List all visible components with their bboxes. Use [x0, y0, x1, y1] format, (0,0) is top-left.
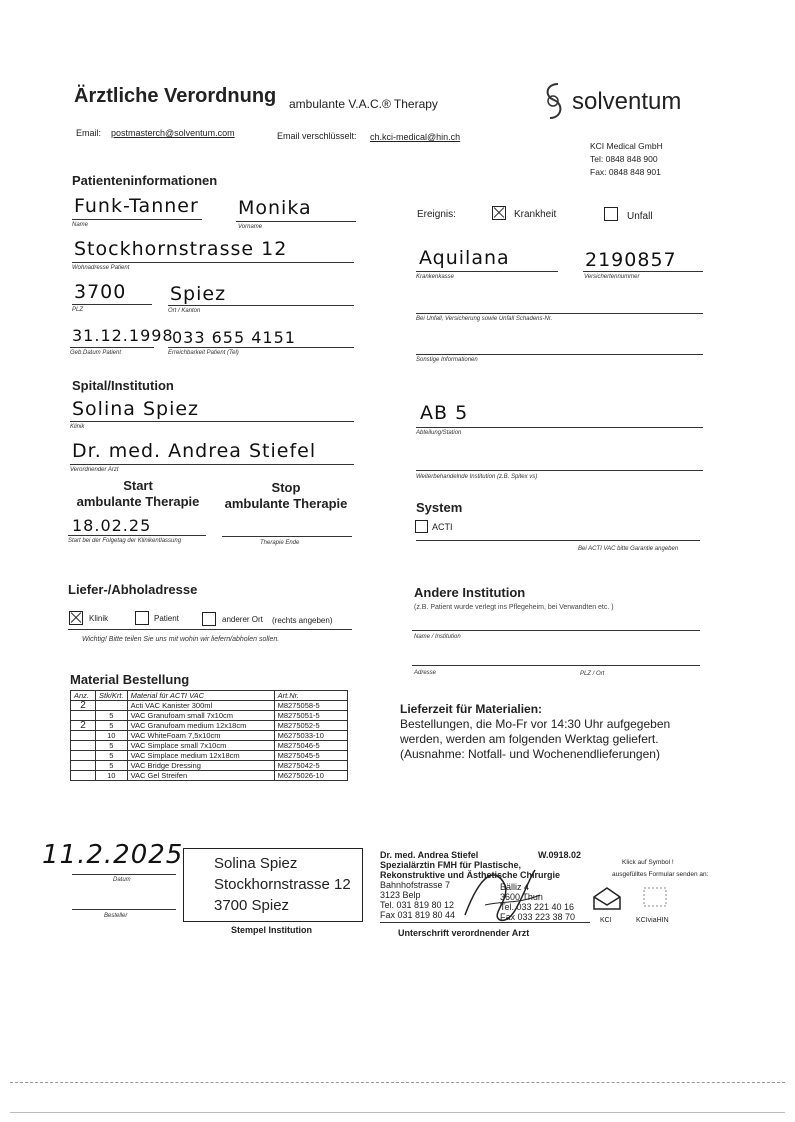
patient-address-value[interactable]: Stockhornstrasse 12 [74, 238, 288, 260]
other-institution-note: (z.B. Patient wurde verlegt ins Pflegeheim, bei Verwandten etc. ) [414, 604, 614, 611]
besteller-label: Besteller [104, 913, 128, 919]
stamp-line-1: Solina Spiez [214, 855, 298, 872]
therapy-start-label: Start bei der Folgetag der Klinikentlassung [68, 538, 182, 544]
material-artnr-cell: M8275045-5 [274, 751, 347, 761]
lieferzeit-text [400, 717, 670, 762]
material-artnr-cell: M8275042-5 [274, 761, 347, 771]
material-qty-cell[interactable] [71, 751, 96, 761]
kci-hin-icon[interactable] [640, 882, 670, 912]
ort-label: Ort / Kanton [168, 308, 201, 314]
doctor-address-2: Bälliz 4 [500, 882, 530, 892]
doctor-name: Dr. med. Andrea Stiefel [380, 850, 479, 860]
material-name-cell: VAC Granufoam medium 12x18cm [127, 721, 274, 731]
stop-heading-text: Stop [271, 480, 301, 495]
krankheit-checkbox[interactable] [492, 206, 506, 220]
signature-label: Unterschrift verordnender Arzt [398, 928, 530, 938]
material-stk-cell: 5 [96, 741, 128, 751]
doctor-address-1: Bahnhofstrasse 7 [380, 880, 451, 890]
other-institution-plz-label: PLZ / Ort [580, 671, 605, 677]
patient-vorname-value[interactable]: Monika [238, 197, 312, 219]
institution-heading: Spital/Institution [72, 378, 174, 393]
form-title: Ärztliche Verordnung [74, 85, 277, 107]
email-link[interactable]: postmasterch@solventum.com [111, 128, 235, 138]
weiterbehandelnde-label: Weiterbehandelnde Institution (z.B. Spitex vs) [416, 474, 538, 480]
unfall-versicherung-label: Bei Unfall, Versicherung sowie Unfall Schadens-Nr. [416, 316, 553, 322]
material-name-cell: Acti VAC Kanister 300ml [127, 701, 274, 711]
versicherten-nr-label: Versichertennummer [584, 274, 640, 280]
klinik-label: Klinik [70, 424, 85, 430]
stop-subheading-text: ambulante Therapie [224, 496, 348, 511]
patient-plz-value[interactable]: 3700 [74, 281, 127, 303]
patient-ort-value[interactable]: Spiez [170, 283, 227, 305]
stop-therapy-heading [220, 480, 352, 512]
sonstige-info-label: Sonstige Informationen [416, 357, 478, 363]
doctor-signature-icon [455, 855, 550, 927]
ereignis-label: Ereignis: [417, 209, 456, 220]
doctor-fax-1: Fax 031 819 80 44 [380, 910, 456, 920]
material-row [71, 771, 348, 781]
vorname-label: Vorname [238, 224, 263, 230]
name-label: Name [72, 222, 89, 228]
order-date-value[interactable]: 11.2.2025 [42, 840, 184, 870]
email-encrypted-label: Email verschlüsselt: [277, 131, 357, 141]
material-row [71, 731, 348, 741]
patient-heading: Patienteninformationen [72, 173, 218, 188]
material-stk-cell: 10 [96, 771, 128, 781]
delivery-klinik-label: Klinik [89, 614, 109, 623]
phone-label: Erreichbarkeit Patient (Tel) [168, 350, 239, 356]
material-stk-cell: 10 [96, 731, 128, 741]
material-qty-cell[interactable]: 2 [71, 721, 96, 731]
arzt-label: Verordnender Arzt [70, 467, 119, 473]
krankheit-label: Krankheit [514, 209, 557, 220]
material-qty-cell[interactable] [71, 711, 96, 721]
company-info [590, 140, 663, 179]
material-row [71, 741, 348, 751]
other-institution-heading: Andere Institution [414, 585, 526, 600]
kci-hin-label: KCIviaHIN [636, 917, 669, 924]
company-fax: Fax: 0848 848 901 [590, 167, 661, 177]
material-qty-cell[interactable] [71, 731, 96, 741]
doctor-city-1: 3123 Belp [380, 890, 421, 900]
material-name-cell: VAC Simplace small 7x10cm [127, 741, 274, 751]
material-row [71, 711, 348, 721]
delivery-other-checkbox[interactable] [202, 612, 216, 626]
delivery-other-note: (rechts angeben) [272, 616, 333, 625]
material-stk-cell: 5 [96, 711, 128, 721]
stamp-line-2: Stockhornstrasse 12 [214, 876, 351, 893]
institution-stamp [183, 848, 363, 922]
material-name-cell: VAC Granufoam small 7x10cm [127, 711, 274, 721]
klinik-value[interactable]: Solina Spiez [72, 398, 200, 420]
material-name-cell: VAC Gel Streifen [127, 771, 274, 781]
patient-dob-value[interactable]: 31.12.1998 [72, 326, 174, 345]
material-row [71, 701, 348, 711]
doctor-tel-2: Tel. 033 221 40 16 [500, 902, 575, 912]
acti-guarantee-note: Bei ACTI VAC bitte Garantie angeben [578, 546, 679, 552]
arzt-value[interactable]: Dr. med. Andrea Stiefel [72, 440, 317, 462]
start-heading-text: Start [123, 478, 153, 493]
dob-label: Geb.Datum Patient [70, 350, 122, 356]
krankenkasse-value[interactable]: Aquilana [419, 247, 510, 269]
lieferzeit-line-1: Bestellungen, die Mo-Fr vor 14:30 Uhr aufgegeben [400, 717, 671, 731]
abteilung-value[interactable]: AB 5 [420, 402, 469, 424]
unfall-checkbox[interactable] [604, 207, 618, 221]
other-institution-address-label: Adresse [414, 670, 437, 676]
material-stk-cell: 5 [96, 761, 128, 771]
lieferzeit-heading: Lieferzeit für Materialien: [400, 702, 543, 716]
doctor-fax-2: Fax 033 223 38 70 [500, 912, 576, 922]
delivery-klinik-checkbox[interactable] [69, 611, 83, 625]
kci-mail-icon[interactable] [592, 885, 622, 911]
stamp-line-3: 3700 Spiez [214, 897, 290, 914]
acti-checkbox[interactable] [415, 520, 428, 533]
material-artnr-cell: M8275046-5 [274, 741, 347, 751]
delivery-other-label: anderer Ort [222, 615, 263, 624]
material-header-row [71, 691, 348, 701]
solventum-logo-icon [538, 80, 568, 122]
material-name-cell: VAC Simplace medium 12x18cm [127, 751, 274, 761]
col-material: Material für ACTI VAC [127, 691, 274, 701]
stamp-label: Stempel Institution [231, 925, 312, 935]
start-therapy-heading [73, 478, 203, 510]
material-stk-cell: 5 [96, 751, 128, 761]
material-row [71, 721, 348, 731]
brand-name: solventum [572, 88, 682, 115]
doctor-code: W.0918.02 [538, 850, 582, 860]
patient-phone-value[interactable]: 033 655 4151 [172, 328, 296, 347]
doctor-title-2: Rekonstruktive und Ästhetische Chirurgie [380, 870, 561, 880]
doctor-tel-1: Tel. 031 819 80 12 [380, 900, 455, 910]
material-artnr-cell: M6275033-10 [274, 731, 347, 741]
form-subtitle: ambulante V.A.C.® Therapy [289, 97, 438, 111]
company-name: KCI Medical GmbH [590, 141, 663, 151]
lieferzeit-line-2: werden, werden am folgenden Werktag geliefert. [400, 732, 659, 746]
other-institution-name-label: Name / Institution [414, 634, 461, 640]
krankenkasse-label: Krankenkasse [416, 274, 455, 280]
kci-label: KCI [600, 917, 612, 924]
plz-label: PLZ [72, 307, 84, 313]
therapy-end-label: Therapie Ende [260, 540, 300, 546]
therapy-start-value[interactable]: 18.02.25 [72, 516, 152, 535]
material-artnr-cell: M8275052-5 [274, 721, 347, 731]
material-stk-cell [96, 701, 128, 711]
delivery-note: Wichtig! Bitte teilen Sie uns mit wohin wir liefern/abholen sollen. [82, 636, 280, 643]
material-name-cell: VAC Bridge Dressing [127, 761, 274, 771]
doctor-city-2: 3600 Thun [500, 892, 543, 902]
lieferzeit-line-3: (Ausnahme: Notfall- und Wochenendlieferungen) [400, 747, 660, 761]
send-form-note [612, 857, 708, 881]
material-row [71, 761, 348, 771]
material-qty-cell[interactable] [71, 761, 96, 771]
company-tel: Tel: 0848 848 900 [590, 154, 658, 164]
email-label: Email: [76, 128, 102, 138]
material-artnr-cell: M8275058-5 [274, 701, 347, 711]
delivery-patient-checkbox[interactable] [135, 611, 149, 625]
material-name-cell: VAC WhiteFoam 7,5x10cm [127, 731, 274, 741]
address-label: Wohnadresse Patient [72, 265, 130, 271]
delivery-patient-label: Patient [154, 614, 179, 623]
material-table [70, 690, 348, 781]
abteilung-label: Abteilung/Station [416, 430, 462, 436]
system-heading: System [416, 500, 463, 515]
start-subheading-text: ambulante Therapie [76, 494, 200, 509]
material-qty-cell[interactable]: 2 [71, 701, 96, 711]
doctor-title-1: Spezialärztin FMH für Plastische, [380, 860, 522, 870]
col-stk: Stk/Krt. [96, 691, 128, 701]
col-artnr: Art.Nr. [274, 691, 347, 701]
versicherten-nr-value[interactable]: 2190857 [585, 249, 677, 271]
material-artnr-cell: M6275026-10 [274, 771, 347, 781]
click-note-1: Klick auf Symbol ! [622, 859, 674, 866]
delivery-heading: Liefer-/Abholadresse [68, 582, 198, 597]
material-artnr-cell: M8275051-5 [274, 711, 347, 721]
material-stk-cell: 5 [96, 721, 128, 731]
click-note-2: ausgefülltes Formular senden an: [612, 871, 709, 878]
material-row [71, 751, 348, 761]
unfall-label: Unfall [627, 211, 653, 222]
material-qty-cell[interactable] [71, 771, 96, 781]
material-heading: Material Bestellung [70, 672, 190, 687]
email-encrypted-link[interactable]: ch.kci-medical@hin.ch [370, 132, 461, 142]
material-qty-cell[interactable] [71, 741, 96, 751]
acti-label: ACTI [432, 522, 453, 532]
order-date-label: Datum [113, 877, 131, 883]
patient-name-value[interactable]: Funk-Tanner [74, 195, 199, 217]
col-anz: Anz. [71, 691, 96, 701]
